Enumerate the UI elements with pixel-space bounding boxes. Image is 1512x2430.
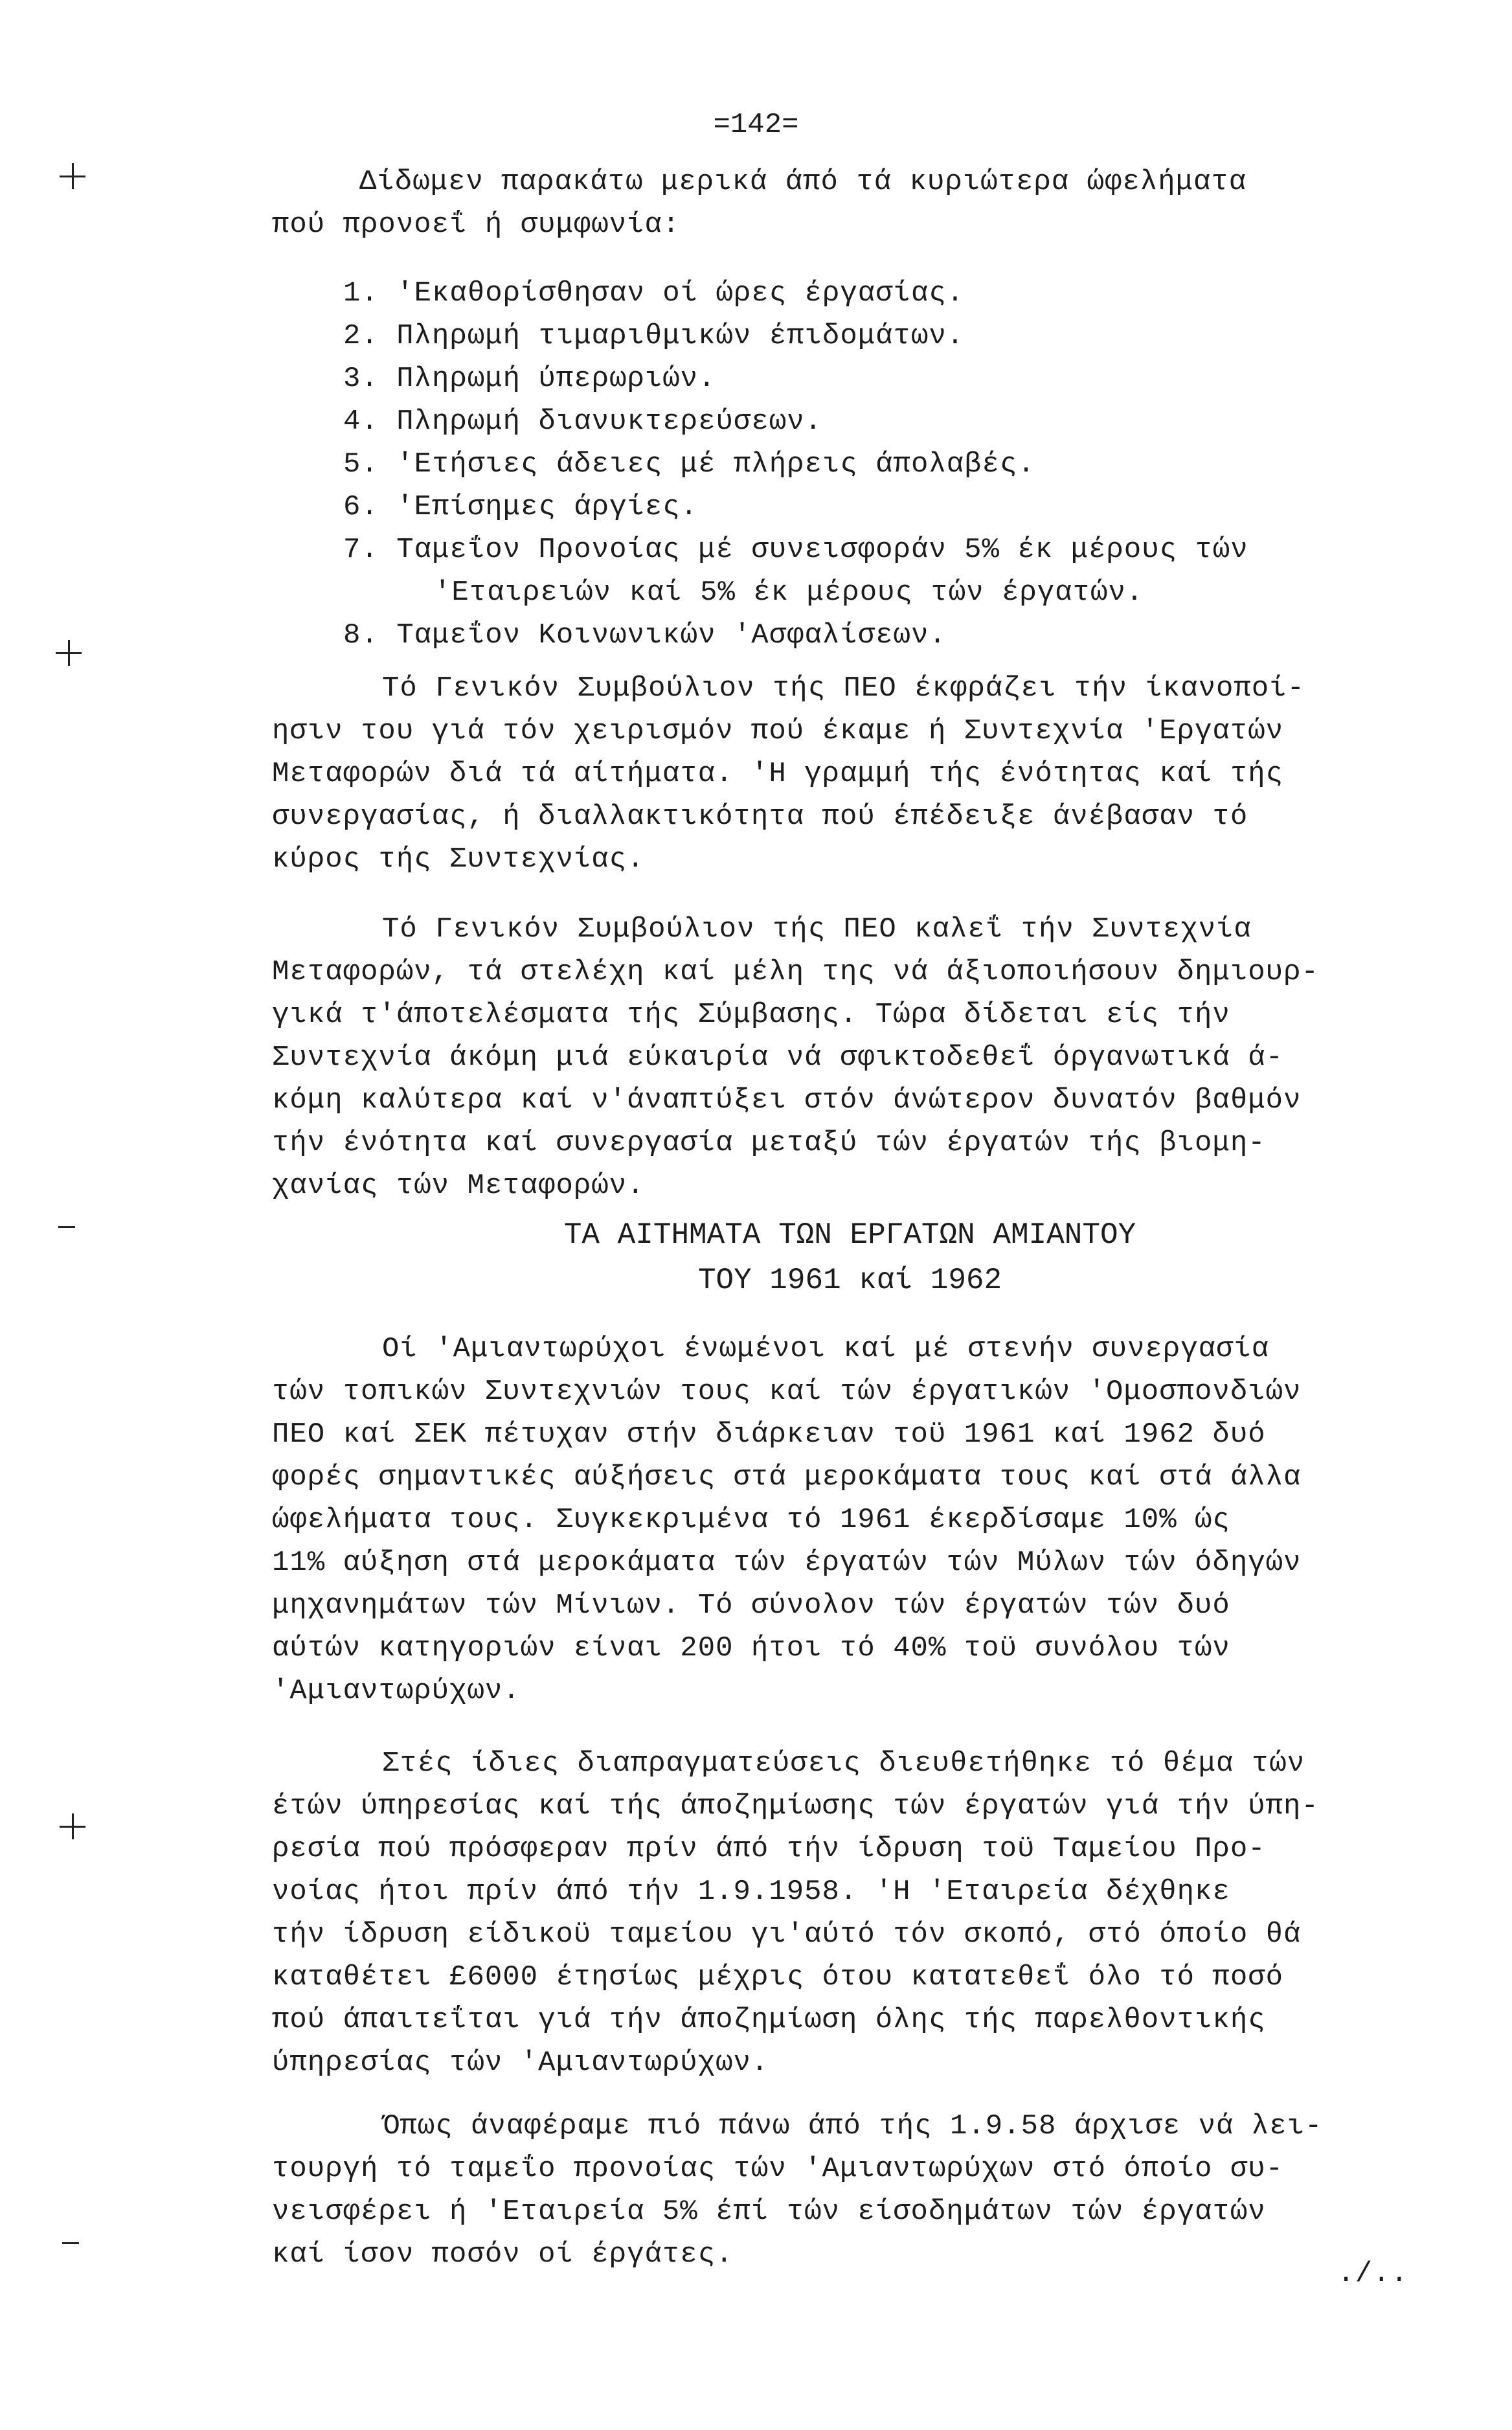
list-item: 6. 'Επίσημες άργίες. xyxy=(343,491,699,523)
list-item: 3. Πληρωμή ύπερωριών. xyxy=(343,363,716,395)
text-line: χανίας τών Μεταφορών. xyxy=(272,1170,645,1202)
text-line: τών τοπικών Συντεχνιών τους καί τών έργατικών 'Ομοσπονδιών xyxy=(272,1376,1302,1408)
text-line: μηχανημάτων τών Μίνιων. Τό σύνολον τών έργατών τών δυό xyxy=(272,1589,1230,1622)
list-item: 2. Πληρωμή τιμαριθμικών έπιδομάτων. xyxy=(343,320,965,352)
heading-line: ΤΟΥ 1961 καί 1962 xyxy=(697,1264,1002,1297)
registration-mark xyxy=(60,163,85,189)
margin-tick xyxy=(58,1226,75,1228)
list-item: 8. Ταμεΐον Κοινωνικών 'Ασφαλίσεων. xyxy=(343,619,947,652)
registration-mark xyxy=(56,640,82,666)
list-item: 4. Πληρωμή διανυκτερεύσεων. xyxy=(343,405,822,438)
text-line: τήν ίδρυση είδικοϋ ταμείου γι'αύτό τόν σκοπό, στό όποίο θά xyxy=(272,1918,1302,1951)
text-line: τήν ένότητα καί συνεργασία μεταξύ τών έργατών τής βιομη- xyxy=(272,1127,1266,1159)
text-line: Συντεχνία άκόμη μιά εύκαιρία νά σφικτοδεθεΐ όργανωτικά ά- xyxy=(272,1041,1284,1074)
paragraph-provident-fund xyxy=(272,2105,1428,2276)
heading-line: ΤΑ ΑΙΤΗΜΑΤΑ ΤΩΝ ΕΡΓΑΤΩΝ ΑΜΙΑΝΤΟΥ xyxy=(563,1218,1136,1252)
list-item-continuation: 'Εταιρειών καί 5% έκ μέρους τών έργατών. xyxy=(434,576,1144,609)
text-line: ύπηρεσίας τών 'Αμιαντωρύχων. xyxy=(272,2047,769,2079)
text-line: ησιν του γιά τόν χειρισμόν πού έκαμε ή Συντεχνία 'Εργατών xyxy=(272,715,1284,747)
text-line: ΠΕΟ καί ΣΕΚ πέτυχαν στήν διάρκειαν τοϋ 1961 καί 1962 δυό xyxy=(272,1418,1266,1451)
text-line: πού προνοεΐ ή συμφωνία: xyxy=(272,209,681,241)
list-item: 1. 'Εκαθορίσθησαν οί ώρες έργασίας. xyxy=(343,277,965,310)
paragraph-call-to-union xyxy=(272,908,1428,1207)
text-line: πού άπαιτεΐται γιά τήν άποζημίωση όλης τής παρελθοντικής xyxy=(272,2004,1266,2036)
registration-mark xyxy=(60,1813,85,1839)
benefits-list xyxy=(272,272,1428,657)
intro-paragraph xyxy=(272,161,1428,246)
section-heading xyxy=(272,1212,1428,1303)
list-item: 5. 'Ετήσιες άδειες μέ πλήρεις άπολαβές. xyxy=(343,448,1035,481)
text-line: Όπως άναφέραμε πιό πάνω άπό τής 1.9.58 άρχισε νά λει- xyxy=(382,2110,1323,2142)
text-line: έτών ύπηρεσίας καί τής άποζημίωσης τών έργατών γιά τήν ύπη- xyxy=(272,1790,1319,1822)
text-line: τουργή τό ταμεΐο προνοίας τών 'Αμιαντωρύχων στό όποίο συ- xyxy=(272,2153,1284,2185)
margin-tick xyxy=(62,2242,79,2244)
text-line: Μεταφορών διά τά αίτήματα. 'Η γραμμή τής ένότητας καί τής xyxy=(272,758,1284,790)
continuation-text: ./.. xyxy=(1337,2258,1408,2290)
page-number: =142= xyxy=(713,109,799,141)
text-line: νεισφέρει ή 'Εταιρεία 5% έπί τών είσοδημάτων τών έργατών xyxy=(272,2196,1266,2228)
text-line: καί ίσον ποσόν οί έργάτες. xyxy=(272,2238,734,2271)
text-line: φορές σημαντικές αύξήσεις στά μεροκάματα τους καί στά άλλα xyxy=(272,1461,1302,1493)
text-line: αύτών κατηγοριών είναι 200 ήτοι τό 40% τοϋ συνόλου τών xyxy=(272,1632,1230,1664)
text-line: 'Αμιαντωρύχων. xyxy=(272,1675,521,1707)
text-line: 11% αύξηση στά μεροκάματα τών έργατών τών Μύλων τών όδηγών xyxy=(272,1547,1302,1579)
paragraph-negotiations xyxy=(272,1742,1428,2084)
paragraph-asbestos-miners xyxy=(272,1328,1428,1712)
text-line: Τό Γενικόν Συμβούλιον τής ΠΕΟ καλεΐ τήν Συντεχνία xyxy=(382,913,1252,946)
text-line: Δίδωμεν παρακάτω μερικά άπό τά κυριώτερα ώφελήματα xyxy=(359,166,1247,198)
list-item: 7. Ταμεΐον Προνοίας μέ συνεισφοράν 5% έκ μέρους τών xyxy=(343,534,1248,566)
text-line: Στές ίδιες διαπραγματεύσεις διευθετήθηκε τό θέμα τών xyxy=(382,1747,1305,1780)
paragraph-general-council xyxy=(272,667,1428,881)
text-line: συνεργασίας, ή διαλλακτικότητα πού έπέδειξε άνέβασαν τό xyxy=(272,801,1248,833)
text-line: Μεταφορών, τά στελέχη καί μέλη της νά άξιοποιήσουν δημιουρ- xyxy=(272,956,1319,988)
text-line: καταθέτει £6000 έτησίως μέχρις ότου κατατεθεΐ όλο τό ποσό xyxy=(272,1961,1284,1993)
text-line: Οί 'Αμιαντωρύχοι ένωμένοι καί μέ στενήν συνεργασία xyxy=(382,1333,1270,1365)
text-line: Τό Γενικόν Συμβούλιον τής ΠΕΟ έκφράζει τήν ίκανοποί- xyxy=(382,672,1305,705)
text-line: γικά τ'άποτελέσματα τής Σύμβασης. Τώρα δίδεται είς τήν xyxy=(272,999,1230,1031)
text-line: κόμη καλύτερα καί ν'άναπτύξει στόν άνώτερον δυνατόν βαθμόν xyxy=(272,1084,1302,1117)
text-line: νοίας ήτοι πρίν άπό τήν 1.9.1958. 'Η 'Εταιρεία δέχθηκε xyxy=(272,1876,1230,1908)
text-line: ρεσία πού πρόσφεραν πρίν άπό τήν ίδρυση τοϋ Ταμείου Προ- xyxy=(272,1833,1266,1865)
text-line: ώφελήματα τους. Συγκεκριμένα τό 1961 έκερδίσαμε 10% ώς xyxy=(272,1504,1230,1536)
text-line: κύρος τής Συντεχνίας. xyxy=(272,843,645,876)
continuation-mark xyxy=(272,2253,1428,2295)
